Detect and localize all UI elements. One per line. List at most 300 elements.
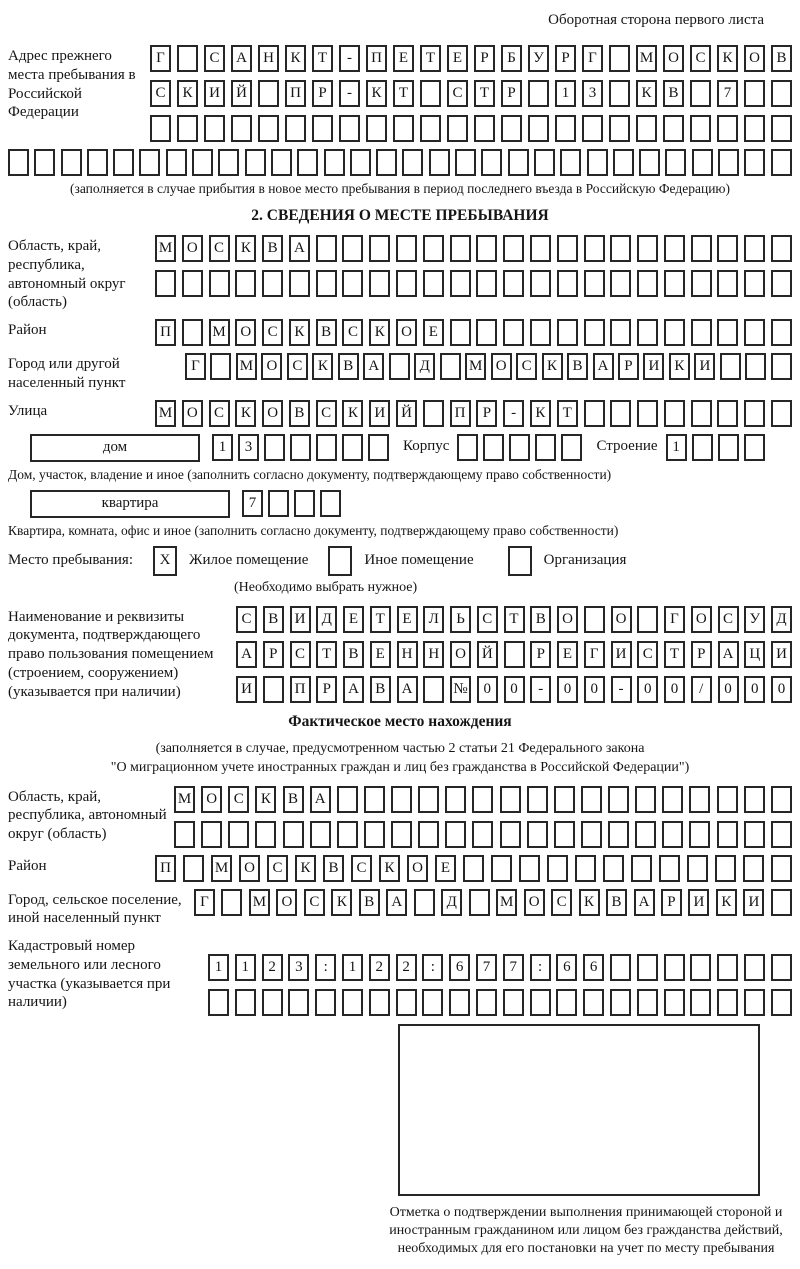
form-cell[interactable] [423,270,444,297]
form-cell[interactable]: В [316,319,337,346]
form-cell[interactable]: О [407,855,428,882]
form-cell[interactable] [113,149,134,176]
form-cell[interactable] [584,235,605,262]
form-cell[interactable] [744,80,765,107]
form-cell[interactable] [414,889,435,916]
form-cell[interactable] [271,149,292,176]
form-cell[interactable]: Т [664,641,685,668]
form-cell[interactable]: К [717,45,738,72]
form-cell[interactable] [221,889,242,916]
form-cell[interactable] [476,319,497,346]
form-cell[interactable]: 6 [556,954,577,981]
form-cell[interactable] [584,606,605,633]
form-cell[interactable]: Е [393,45,414,72]
form-cell[interactable]: В [338,353,359,380]
form-cell[interactable]: М [249,889,270,916]
form-cell[interactable] [689,786,710,813]
form-cell[interactable] [423,676,444,703]
form-cell[interactable]: В [370,676,391,703]
form-cell[interactable]: 0 [771,676,792,703]
form-cell[interactable]: А [236,641,257,668]
form-cell[interactable]: 1 [235,954,256,981]
form-cell[interactable] [422,989,443,1016]
form-cell[interactable] [664,235,685,262]
form-cell[interactable] [771,889,792,916]
form-cell[interactable]: С [447,80,468,107]
form-cell[interactable]: Р [501,80,522,107]
form-cell[interactable]: Е [370,641,391,668]
form-cell[interactable] [715,855,736,882]
form-cell[interactable] [664,989,685,1016]
form-cell[interactable] [771,989,792,1016]
form-cell[interactable] [613,149,634,176]
form-cell[interactable] [609,115,630,142]
form-cell[interactable]: К [366,80,387,107]
form-cell[interactable] [635,786,656,813]
form-cell[interactable]: И [290,606,311,633]
form-cell[interactable]: № [450,676,471,703]
form-cell[interactable] [396,235,417,262]
form-cell[interactable]: К [255,786,276,813]
form-cell[interactable] [396,270,417,297]
form-cell[interactable]: А [289,235,310,262]
form-cell[interactable] [744,235,765,262]
form-cell[interactable] [449,989,470,1016]
form-cell[interactable]: Н [258,45,279,72]
form-cell[interactable] [368,434,389,461]
form-cell[interactable] [290,434,311,461]
form-cell[interactable]: В [283,786,304,813]
form-cell[interactable]: С [718,606,739,633]
form-cell[interactable]: П [290,676,311,703]
form-cell[interactable]: С [209,400,230,427]
form-cell[interactable]: Р [263,641,284,668]
form-cell[interactable] [584,270,605,297]
form-cell[interactable]: Р [691,641,712,668]
form-cell[interactable] [389,353,410,380]
form-cell[interactable]: Д [414,353,435,380]
form-cell[interactable] [209,270,230,297]
form-cell[interactable] [530,319,551,346]
form-cell[interactable]: Б [501,45,522,72]
form-cell[interactable] [771,235,792,262]
form-cell[interactable]: К [235,235,256,262]
form-cell[interactable]: Г [150,45,171,72]
form-cell[interactable]: С [290,641,311,668]
form-cell[interactable]: Г [185,353,206,380]
form-cell[interactable]: Р [316,676,337,703]
form-cell[interactable]: С [316,400,337,427]
form-cell[interactable]: К [669,353,690,380]
form-cell[interactable] [717,319,738,346]
form-cell[interactable]: В [663,80,684,107]
form-cell[interactable] [501,115,522,142]
form-cell[interactable] [692,434,713,461]
form-cell[interactable]: 0 [584,676,605,703]
form-cell[interactable]: Т [557,400,578,427]
form-cell[interactable] [690,989,711,1016]
form-cell[interactable] [662,821,683,848]
form-cell[interactable]: 1 [212,434,233,461]
form-cell[interactable]: И [643,353,664,380]
form-cell[interactable]: В [567,353,588,380]
form-cell[interactable]: Т [370,606,391,633]
form-cell[interactable] [139,149,160,176]
form-cell[interactable]: 0 [744,676,765,703]
form-cell[interactable] [174,821,195,848]
form-cell[interactable]: Р [474,45,495,72]
form-cell[interactable]: С [351,855,372,882]
form-cell[interactable] [166,149,187,176]
form-cell[interactable] [445,786,466,813]
form-cell[interactable] [557,235,578,262]
form-cell[interactable] [455,149,476,176]
form-cell[interactable] [8,149,29,176]
form-cell[interactable] [691,270,712,297]
form-cell[interactable]: О [239,855,260,882]
form-cell[interactable] [561,434,582,461]
form-cell[interactable] [692,149,713,176]
form-cell[interactable]: С [516,353,537,380]
form-cell[interactable] [691,235,712,262]
form-cell[interactable]: 1 [342,954,363,981]
form-cell[interactable]: И [611,641,632,668]
form-cell[interactable]: Т [504,606,525,633]
form-cell[interactable]: С [204,45,225,72]
stay-type-checkbox-other[interactable] [328,546,352,576]
form-cell[interactable]: В [530,606,551,633]
form-cell[interactable]: Д [441,889,462,916]
form-cell[interactable]: Ь [450,606,471,633]
form-cell[interactable]: С [262,319,283,346]
form-cell[interactable] [268,490,289,517]
form-cell[interactable] [717,270,738,297]
form-cell[interactable]: К [312,353,333,380]
form-cell[interactable]: - [611,676,632,703]
form-cell[interactable]: А [718,641,739,668]
form-cell[interactable] [350,149,371,176]
form-cell[interactable] [402,149,423,176]
form-cell[interactable] [245,149,266,176]
form-cell[interactable] [637,954,658,981]
form-cell[interactable] [364,821,385,848]
form-cell[interactable] [771,786,792,813]
form-cell[interactable]: К [579,889,600,916]
form-cell[interactable]: С [342,319,363,346]
form-cell[interactable] [463,855,484,882]
form-cell[interactable] [289,270,310,297]
form-cell[interactable]: Е [397,606,418,633]
form-cell[interactable]: К [177,80,198,107]
form-cell[interactable]: Д [771,606,792,633]
form-cell[interactable]: Й [477,641,498,668]
form-cell[interactable] [297,149,318,176]
form-cell[interactable] [312,115,333,142]
form-cell[interactable]: К [295,855,316,882]
form-cell[interactable] [391,821,412,848]
form-cell[interactable] [691,319,712,346]
form-cell[interactable] [283,821,304,848]
form-cell[interactable] [771,80,792,107]
form-cell[interactable] [635,821,656,848]
form-cell[interactable]: С [228,786,249,813]
form-cell[interactable]: : [530,954,551,981]
form-cell[interactable] [527,821,548,848]
form-cell[interactable] [717,989,738,1016]
form-cell[interactable] [316,235,337,262]
form-cell[interactable]: 7 [717,80,738,107]
form-cell[interactable] [608,786,629,813]
form-cell[interactable] [528,115,549,142]
form-cell[interactable]: В [771,45,792,72]
form-cell[interactable]: А [397,676,418,703]
form-cell[interactable] [192,149,213,176]
form-cell[interactable] [691,400,712,427]
form-cell[interactable]: К [716,889,737,916]
form-cell[interactable]: О [691,606,712,633]
form-cell[interactable] [288,989,309,1016]
form-cell[interactable]: Р [661,889,682,916]
form-cell[interactable] [771,270,792,297]
form-cell[interactable] [61,149,82,176]
form-cell[interactable] [472,786,493,813]
form-cell[interactable]: Р [476,400,497,427]
form-cell[interactable] [587,149,608,176]
form-cell[interactable]: С [304,889,325,916]
form-cell[interactable]: К [530,400,551,427]
form-cell[interactable] [530,235,551,262]
form-cell[interactable]: И [369,400,390,427]
form-cell[interactable] [744,319,765,346]
form-cell[interactable]: Т [474,80,495,107]
form-cell[interactable] [717,821,738,848]
form-cell[interactable]: / [691,676,712,703]
form-cell[interactable] [530,270,551,297]
form-cell[interactable] [150,115,171,142]
form-cell[interactable]: О [663,45,684,72]
form-cell[interactable]: 0 [718,676,739,703]
form-cell[interactable] [610,400,631,427]
form-cell[interactable]: 0 [637,676,658,703]
form-cell[interactable] [469,889,490,916]
form-cell[interactable] [324,149,345,176]
form-cell[interactable]: - [530,676,551,703]
form-cell[interactable] [262,270,283,297]
form-cell[interactable] [503,989,524,1016]
form-cell[interactable] [717,786,738,813]
form-cell[interactable] [554,786,575,813]
form-cell[interactable] [771,149,792,176]
form-cell[interactable] [255,821,276,848]
form-cell[interactable] [34,149,55,176]
form-cell[interactable]: К [379,855,400,882]
form-cell[interactable]: О [491,353,512,380]
form-cell[interactable] [771,855,792,882]
form-cell[interactable]: М [155,400,176,427]
form-cell[interactable] [771,954,792,981]
form-cell[interactable]: А [231,45,252,72]
form-cell[interactable]: М [496,889,517,916]
form-cell[interactable] [258,115,279,142]
form-cell[interactable] [208,989,229,1016]
form-cell[interactable]: Г [584,641,605,668]
form-cell[interactable] [584,319,605,346]
form-cell[interactable]: А [386,889,407,916]
form-cell[interactable] [584,400,605,427]
form-cell[interactable]: 2 [396,954,417,981]
form-cell[interactable] [609,80,630,107]
form-cell[interactable] [637,235,658,262]
form-cell[interactable] [610,954,631,981]
form-cell[interactable] [177,115,198,142]
form-cell[interactable]: А [363,353,384,380]
form-cell[interactable] [664,319,685,346]
form-cell[interactable] [182,319,203,346]
form-cell[interactable] [369,989,390,1016]
form-cell[interactable]: Н [397,641,418,668]
form-cell[interactable]: 7 [503,954,524,981]
form-cell[interactable]: 2 [369,954,390,981]
form-cell[interactable] [393,115,414,142]
form-cell[interactable] [474,115,495,142]
form-cell[interactable]: В [323,855,344,882]
form-cell[interactable] [664,400,685,427]
form-cell[interactable]: С [287,353,308,380]
form-cell[interactable]: О [182,400,203,427]
form-cell[interactable] [745,353,766,380]
form-cell[interactable] [508,149,529,176]
form-cell[interactable] [743,855,764,882]
form-cell[interactable] [87,149,108,176]
form-cell[interactable]: У [744,606,765,633]
form-cell[interactable]: Т [420,45,441,72]
form-cell[interactable] [483,434,504,461]
form-cell[interactable] [342,235,363,262]
form-cell[interactable] [182,270,203,297]
form-cell[interactable] [534,149,555,176]
form-cell[interactable]: П [155,855,176,882]
form-cell[interactable]: О [276,889,297,916]
form-cell[interactable]: К [285,45,306,72]
form-cell[interactable] [262,989,283,1016]
form-cell[interactable]: К [289,319,310,346]
form-cell[interactable] [687,855,708,882]
form-cell[interactable] [610,235,631,262]
form-cell[interactable]: О [396,319,417,346]
form-cell[interactable]: Р [618,353,639,380]
form-cell[interactable] [637,989,658,1016]
form-cell[interactable]: Н [423,641,444,668]
form-cell[interactable]: И [688,889,709,916]
form-cell[interactable]: : [315,954,336,981]
form-cell[interactable] [744,989,765,1016]
form-cell[interactable]: С [637,641,658,668]
form-cell[interactable] [519,855,540,882]
form-cell[interactable]: И [743,889,764,916]
form-cell[interactable] [342,989,363,1016]
form-cell[interactable]: П [450,400,471,427]
form-cell[interactable]: 3 [582,80,603,107]
form-cell[interactable]: М [636,45,657,72]
form-cell[interactable] [744,400,765,427]
form-cell[interactable] [476,989,497,1016]
form-cell[interactable]: М [155,235,176,262]
form-cell[interactable]: - [503,400,524,427]
form-cell[interactable] [717,954,738,981]
form-cell[interactable] [450,319,471,346]
form-cell[interactable] [201,821,222,848]
form-cell[interactable] [445,821,466,848]
form-cell[interactable]: К [342,400,363,427]
form-cell[interactable] [342,270,363,297]
form-cell[interactable]: О [182,235,203,262]
form-cell[interactable]: И [236,676,257,703]
form-cell[interactable] [316,270,337,297]
form-cell[interactable] [457,434,478,461]
form-cell[interactable] [744,821,765,848]
form-cell[interactable] [560,149,581,176]
form-cell[interactable] [771,115,792,142]
form-cell[interactable]: О [524,889,545,916]
form-cell[interactable]: 0 [504,676,525,703]
form-cell[interactable] [418,821,439,848]
form-cell[interactable] [316,434,337,461]
form-cell[interactable] [744,786,765,813]
form-cell[interactable] [503,235,524,262]
form-cell[interactable]: О [744,45,765,72]
form-cell[interactable]: К [331,889,352,916]
form-cell[interactable] [717,235,738,262]
form-cell[interactable]: - [339,45,360,72]
form-cell[interactable] [218,149,239,176]
form-cell[interactable] [717,115,738,142]
form-cell[interactable] [663,115,684,142]
form-cell[interactable] [204,115,225,142]
form-cell[interactable]: С [477,606,498,633]
form-cell[interactable]: 0 [664,676,685,703]
house-box-label[interactable]: дом [30,434,200,462]
form-cell[interactable] [391,786,412,813]
form-cell[interactable] [637,400,658,427]
form-cell[interactable]: 1 [666,434,687,461]
form-cell[interactable] [639,149,660,176]
form-cell[interactable] [530,989,551,1016]
form-cell[interactable]: С [551,889,572,916]
form-cell[interactable] [285,115,306,142]
form-cell[interactable]: С [236,606,257,633]
form-cell[interactable]: Г [664,606,685,633]
form-cell[interactable]: И [204,80,225,107]
form-cell[interactable]: М [209,319,230,346]
form-cell[interactable] [503,270,524,297]
form-cell[interactable] [339,115,360,142]
form-cell[interactable]: Е [343,606,364,633]
form-cell[interactable] [744,270,765,297]
form-cell[interactable] [690,115,711,142]
stay-type-checkbox-organization[interactable] [508,546,532,576]
form-cell[interactable] [557,270,578,297]
form-cell[interactable]: К [542,353,563,380]
form-cell[interactable]: 7 [476,954,497,981]
form-cell[interactable] [608,821,629,848]
form-cell[interactable] [476,270,497,297]
form-cell[interactable] [609,45,630,72]
form-cell[interactable]: К [235,400,256,427]
form-cell[interactable]: Е [423,319,444,346]
form-cell[interactable] [500,821,521,848]
form-cell[interactable] [554,821,575,848]
form-cell[interactable]: Ц [744,641,765,668]
